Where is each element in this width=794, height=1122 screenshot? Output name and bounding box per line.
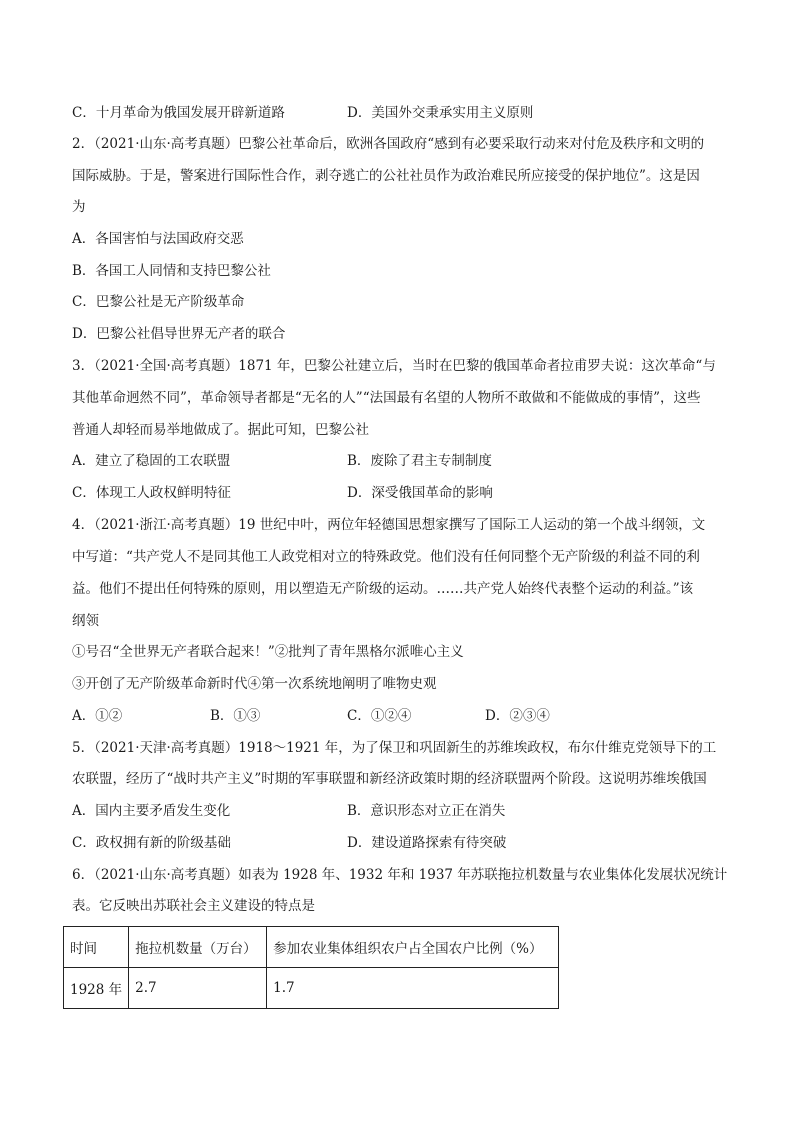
q2-option-d: D．巴黎公社倡导世界无产者的联合 [72, 326, 286, 342]
table-header-cell: 参加农业集体组织农户占全国农户比例（%） [267, 927, 559, 968]
q4-stem-line-3: 益。他们不提出任何特殊的原则，用以塑造无产阶级的运动。……共产党人始终代表整个运动的利益。”该 [72, 581, 694, 597]
table-row [64, 968, 559, 1009]
q3-stem-line-3: 普通人却轻而易举地做成了。据此可知，巴黎公社 [72, 422, 369, 438]
q5-option-a: A．国内主要矛盾发生变化 [72, 803, 231, 819]
q4-option-c: C．①②④ [347, 708, 412, 724]
q5-option-c: C．政权拥有新的阶级基础 [72, 835, 231, 851]
q4-option-d: D．②③④ [485, 708, 550, 724]
q4-option-b: B．①③ [210, 708, 261, 724]
q2-stem-line-3: 为 [72, 199, 86, 215]
q6-stem-line-2: 表。它反映出苏联社会主义建设的特点是 [72, 898, 315, 914]
q2-option-c: C．巴黎公社是无产阶级革命 [72, 294, 245, 310]
q5-stem-line-2: 农联盟，经历了“战时共产主义”时期的军事联盟和新经济政策时期的经济联盟两个阶段。这说明苏维埃俄国 [72, 771, 707, 787]
q3-option-d: D．深受俄国革命的影响 [347, 485, 493, 501]
q6-stem-line-1: 6．（2021·山东·高考真题）如表为 1928 年、1932 年和 1937 年苏联拖拉机数量与农业集体化发展状况统计 [72, 867, 728, 883]
q1-option-c: C．十月革命为俄国发展开辟新道路 [72, 105, 285, 121]
q3-option-c: C．体现工人政权鲜明特征 [72, 485, 231, 501]
q2-stem-line-1: 2．（2021·山东·高考真题）巴黎公社革命后，欧洲各国政府“感到有必要采取行动来对付危及秩序和文明的 [72, 136, 705, 152]
q4-stem-line-2: 中写道：“共产党人不是同其他工人政党相对立的特殊政党。他们没有任何同整个无产阶级的利益不同的利 [72, 549, 700, 565]
table-cell: 1928 年 [64, 968, 129, 1009]
q6-statistics-table [63, 926, 559, 1009]
q5-option-d: D．建设道路探索有待突破 [347, 835, 507, 851]
q3-stem-line-1: 3．（2021·全国·高考真题）1871 年，巴黎公社建立后，当时在巴黎的俄国革命者拉甫罗夫说：这次革命“与 [72, 358, 716, 374]
q2-option-b: B．各国工人同情和支持巴黎公社 [72, 263, 271, 279]
q3-option-b: B．废除了君主专制制度 [347, 453, 492, 469]
q5-option-b: B．意识形态对立正在消失 [347, 803, 506, 819]
table-header-cell: 时间 [64, 927, 129, 968]
q1-option-d: D．美国外交秉承实用主义原则 [347, 105, 534, 121]
table-header-cell: 拖拉机数量（万台） [129, 927, 267, 968]
q4-item-line-2: ③开创了无产阶级革命新时代④第一次系统地阐明了唯物史观 [72, 676, 437, 692]
q2-stem-line-2: 国际威胁。于是，警案进行国际性合作，剥夺逃亡的公社社员作为政治难民所应接受的保护地位”。这是因 [72, 168, 700, 184]
q4-option-a: A．①② [72, 708, 123, 724]
q2-option-a: A．各国害怕与法国政府交恶 [72, 231, 244, 247]
q3-option-a: A．建立了稳固的工农联盟 [72, 453, 231, 469]
q4-stem-line-4: 纲领 [72, 613, 99, 629]
q4-item-line-1: ①号召“全世界无产者联合起来！”②批判了青年黑格尔派唯心主义 [72, 644, 464, 660]
q4-stem-line-1: 4．（2021·浙江·高考真题）19 世纪中叶，两位年轻德国思想家撰写了国际工人运动的第一个战斗纲领，文 [72, 517, 706, 533]
table-cell: 1.7 [267, 968, 559, 1009]
table-header-row [64, 927, 559, 968]
q3-stem-line-2: 其他革命迥然不同”，革命领导者都是“无名的人”“法国最有名望的人物所不敢做和不能做成的事情”，这些 [72, 390, 701, 406]
q5-stem-line-1: 5．（2021·天津·高考真题）1918～1921 年，为了保卫和巩固新生的苏维埃政权，布尔什维克党领导下的工 [72, 740, 717, 756]
table-cell: 2.7 [129, 968, 267, 1009]
